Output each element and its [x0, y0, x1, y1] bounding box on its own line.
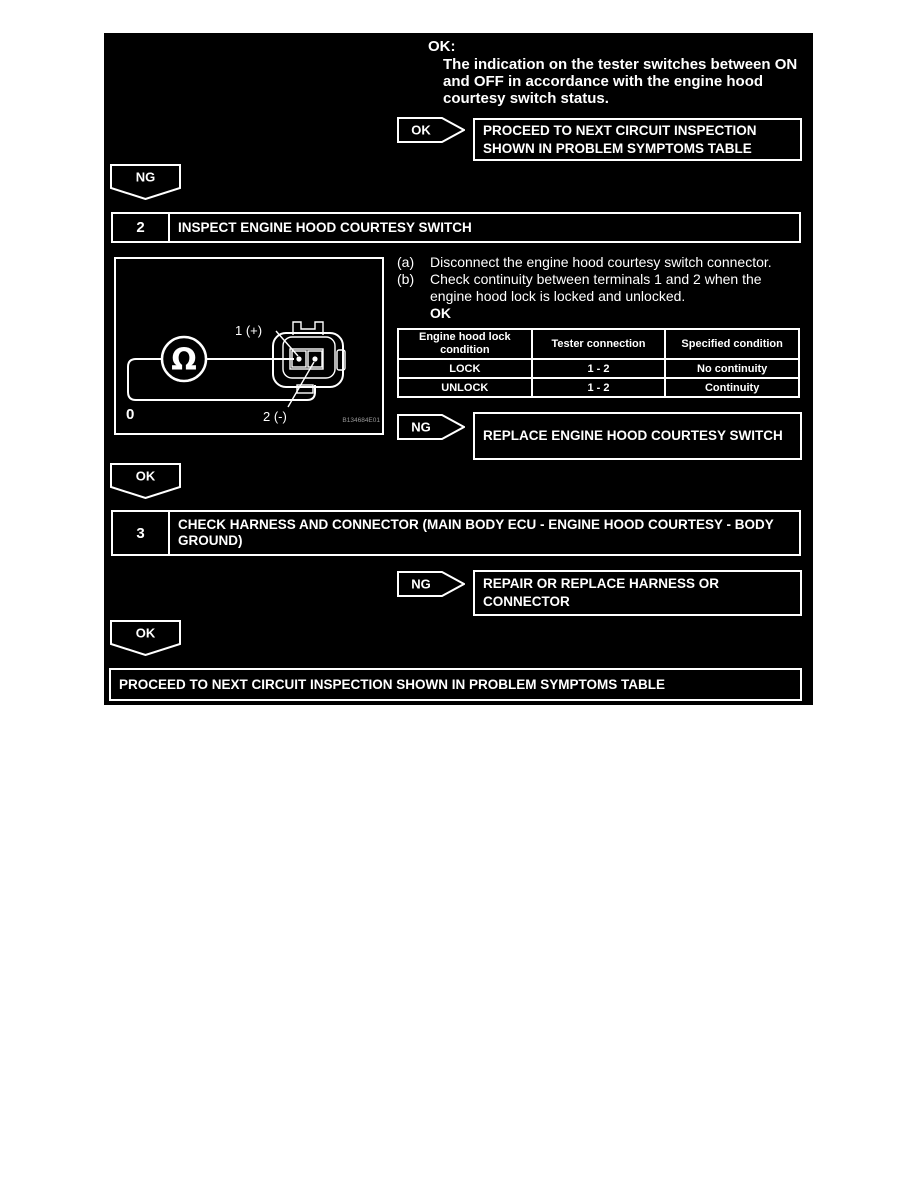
terminal-1-label: 1 (+)	[235, 323, 263, 338]
cell-lock-connection: 1 - 2	[532, 359, 666, 378]
step3-ng-arrow-shape	[398, 572, 464, 596]
cell-lock-condition: No continuity	[665, 359, 799, 378]
result-box-proceed-final	[109, 668, 802, 701]
step3-header	[111, 510, 801, 556]
result-box-replace-switch-text: REPLACE ENGINE HOOD COURTESY SWITCH	[483, 428, 783, 443]
diagnostic-flowchart-panel	[104, 33, 813, 705]
step3-ng-flow-arrow	[397, 571, 465, 597]
step3-title: CHECK HARNESS AND CONNECTOR (MAIN BODY ECU - ENGINE HOOD COURTESY - BODY GROUND)	[178, 517, 774, 548]
step2-ng-arrow-label: NG	[411, 419, 431, 435]
result-box-replace-switch	[473, 412, 802, 460]
step2-ng-flow-arrow	[397, 414, 465, 440]
instruction-b-label: (b)	[397, 271, 415, 287]
circuit-diagram-figure	[114, 257, 384, 435]
ohm-symbol: Ω	[171, 342, 197, 378]
terminal-1-pin	[296, 356, 301, 361]
ok-flow-arrow	[397, 117, 465, 143]
cell-lock: LOCK	[398, 359, 532, 378]
tester-lead-wire	[128, 359, 315, 400]
ok-condition-heading: OK:	[428, 38, 456, 55]
instruction-item-b	[397, 271, 799, 305]
ohmmeter-connector-diagram	[116, 259, 382, 433]
instruction-a-text: Disconnect the engine hood courtesy switch connector.	[430, 254, 772, 270]
figure-code: B134684E01	[342, 417, 380, 424]
ng-flow-chevron	[110, 164, 181, 200]
step3-ok-flow-chevron	[110, 620, 181, 656]
step3-ok-chevron-label: OK	[135, 625, 156, 641]
col-header-lock-condition: Engine hood lock condition	[398, 329, 532, 359]
cell-unlock: UNLOCK	[398, 378, 532, 397]
ok-arrow-label: OK	[411, 122, 431, 138]
terminal-2-label: 2 (-)	[263, 409, 287, 424]
result-box-proceed-final-text: PROCEED TO NEXT CIRCUIT INSPECTION SHOWN IN PROBLEM SYMPTOMS TABLE	[119, 676, 666, 692]
col-header-tester-connection: Tester connection	[532, 329, 666, 359]
result-box-proceed-top	[473, 118, 802, 161]
continuity-spec-table	[397, 328, 800, 398]
step2-title: INSPECT ENGINE HOOD COURTESY SWITCH	[178, 219, 472, 235]
meter-zero-label: 0	[126, 406, 135, 423]
step2-ok-chevron-label: OK	[135, 468, 156, 484]
col-header-specified-condition: Specified condition	[665, 329, 799, 359]
table-row-unlock	[398, 378, 799, 397]
terminal-2-pin	[312, 356, 317, 361]
instruction-b-text: Check continuity between terminals 1 and 2 when the engine hood lock is locked and unlocked.	[430, 271, 762, 304]
step3-ng-arrow-label: NG	[411, 576, 431, 592]
ng-chevron-label: NG	[135, 169, 156, 185]
result-box-proceed-top-text: PROCEED TO NEXT CIRCUIT INSPECTION SHOWN IN PROBLEM SYMPTOMS TABLE	[483, 122, 757, 156]
step2-instructions	[397, 254, 799, 322]
step2-ng-arrow-shape	[398, 415, 464, 439]
table-row-lock	[398, 359, 799, 378]
terminal-1-leader-line	[276, 331, 298, 356]
connector-icon	[273, 322, 345, 393]
step2-number: 2	[113, 214, 170, 241]
cell-unlock-condition: Continuity	[665, 378, 799, 397]
instruction-item-a	[397, 254, 799, 271]
ok-condition-text: The indication on the tester switches between ON and OFF in accordance with the engine hood courtesy switch status.	[443, 56, 798, 107]
ok-arrow-shape	[398, 118, 464, 142]
instruction-a-label: (a)	[397, 254, 415, 270]
result-box-repair-harness	[473, 570, 802, 616]
cell-unlock-connection: 1 - 2	[532, 378, 666, 397]
instruction-ok-label: OK	[430, 305, 451, 321]
step2-ok-flow-chevron	[110, 463, 181, 499]
step3-number: 3	[113, 512, 170, 554]
table-header-row	[398, 329, 799, 359]
result-box-repair-harness-text: REPAIR OR REPLACE HARNESS OR CONNECTOR	[483, 576, 720, 609]
step2-header	[111, 212, 801, 243]
